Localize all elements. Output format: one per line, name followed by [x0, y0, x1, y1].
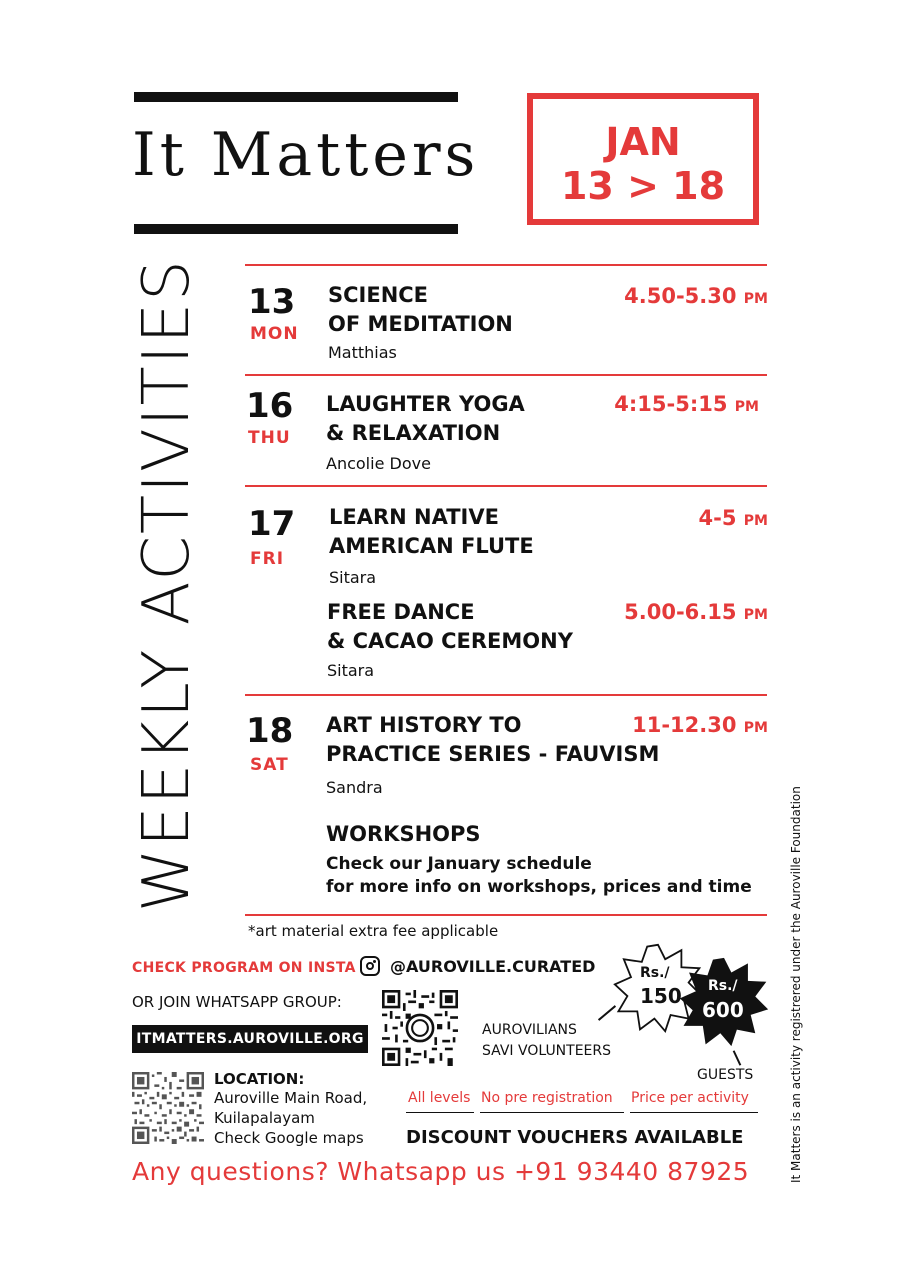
foundation-note: It Matters is an activity registrered under the Auroville Foundation — [789, 786, 803, 1183]
activity-host: Matthias — [328, 343, 397, 362]
activity-host: Sandra — [326, 778, 383, 797]
activity-time: 4:15-5:15 PM — [614, 392, 759, 416]
activity-title-line: OF MEDITATION — [328, 312, 513, 336]
tag-no-pre-registration: No pre registration — [481, 1090, 613, 1106]
whatsapp-questions[interactable]: Any questions? Whatsapp us +91 93440 87925 — [132, 1157, 750, 1186]
tag-price-per-activity: Price per activity — [631, 1090, 749, 1106]
insta-label: CHECK PROGRAM ON INSTA — [132, 960, 356, 976]
activity-title-line: ART HISTORY TO — [326, 713, 522, 737]
tag-underline — [630, 1112, 758, 1113]
workshops-text: for more info on workshops, prices and time — [326, 877, 752, 897]
activity-host: Sitara — [327, 661, 375, 680]
activity-time: 4-5 PM — [698, 506, 768, 530]
tag-underline — [480, 1112, 624, 1113]
price-150-currency: Rs./ — [640, 965, 670, 981]
activity-title-line: & RELAXATION — [326, 421, 501, 445]
activity-title-line: LEARN NATIVE — [329, 505, 499, 529]
day-number: 16 — [246, 386, 294, 426]
footnote: *art material extra fee applicable — [248, 922, 499, 940]
day-name: MON — [250, 324, 299, 344]
pointer-line — [733, 1050, 742, 1065]
location-qr-code[interactable] — [132, 1072, 204, 1144]
brand-title: It Matters — [132, 120, 480, 190]
brand-bottom-bar — [134, 224, 458, 234]
price-600-value: 600 — [702, 998, 744, 1022]
price-600-audience: GUESTS — [697, 1067, 754, 1083]
workshops-text: Check our January schedule — [326, 854, 592, 874]
address-line: Kuilapalayam — [214, 1109, 315, 1127]
activity-title-line: SCIENCE — [328, 283, 429, 307]
divider — [245, 374, 767, 376]
day-number: 13 — [248, 282, 296, 322]
divider — [245, 694, 767, 696]
day-name: FRI — [250, 549, 285, 569]
price-600-currency: Rs./ — [708, 978, 738, 994]
brand-top-bar — [134, 92, 458, 102]
weekly-activities-title: WEEKLY ACTIVITIES — [130, 258, 204, 912]
audience-line: AUROVILIANS — [482, 1022, 577, 1038]
divider — [245, 914, 767, 916]
activity-title-line: LAUGHTER YOGA — [326, 392, 525, 416]
day-number: 17 — [248, 504, 296, 544]
instagram-icon — [360, 956, 380, 976]
day-name: SAT — [250, 755, 289, 775]
audience-line: SAVI VOLUNTEERS — [482, 1043, 612, 1059]
activity-host: Sitara — [329, 568, 377, 587]
tag-underline — [406, 1112, 474, 1113]
day-number: 18 — [246, 711, 294, 751]
activity-host: Ancolie Dove — [326, 454, 431, 473]
whatsapp-label: OR JOIN WHATSAPP GROUP: — [132, 993, 342, 1011]
address-line: Check Google maps — [214, 1129, 364, 1147]
divider — [245, 264, 767, 266]
activity-time: 11-12.30 PM — [632, 713, 768, 737]
location-address — [214, 1088, 367, 1148]
price-150-value: 150 — [640, 984, 682, 1008]
insta-handle[interactable]: @AUROVILLE.CURATED — [390, 957, 596, 976]
workshops-title: WORKSHOPS — [326, 822, 481, 846]
activity-title-line: AMERICAN FLUTE — [329, 534, 534, 558]
whatsapp-qr-code[interactable] — [382, 990, 458, 1066]
tag-all-levels: All levels — [408, 1090, 471, 1106]
price-150-audience — [482, 1020, 611, 1062]
day-name: THU — [248, 428, 291, 448]
address-line: Auroville Main Road, — [214, 1089, 368, 1107]
divider — [245, 485, 767, 487]
date-box — [527, 93, 759, 225]
activity-title-line: & CACAO CEREMONY — [327, 629, 573, 653]
discount-vouchers: DISCOUNT VOUCHERS AVAILABLE — [406, 1127, 744, 1148]
activity-title-line: FREE DANCE — [327, 600, 475, 624]
activity-time: 4.50-5.30 PM — [624, 284, 768, 308]
website-link[interactable]: ITMATTERS.AUROVILLE.ORG — [132, 1025, 368, 1053]
date-month: JAN — [605, 120, 681, 164]
activity-time: 5.00-6.15 PM — [624, 600, 768, 624]
date-range: 13 > 18 — [560, 164, 726, 208]
location-label: LOCATION: — [214, 1070, 305, 1088]
activity-title-line: PRACTICE SERIES - FAUVISM — [326, 742, 660, 766]
